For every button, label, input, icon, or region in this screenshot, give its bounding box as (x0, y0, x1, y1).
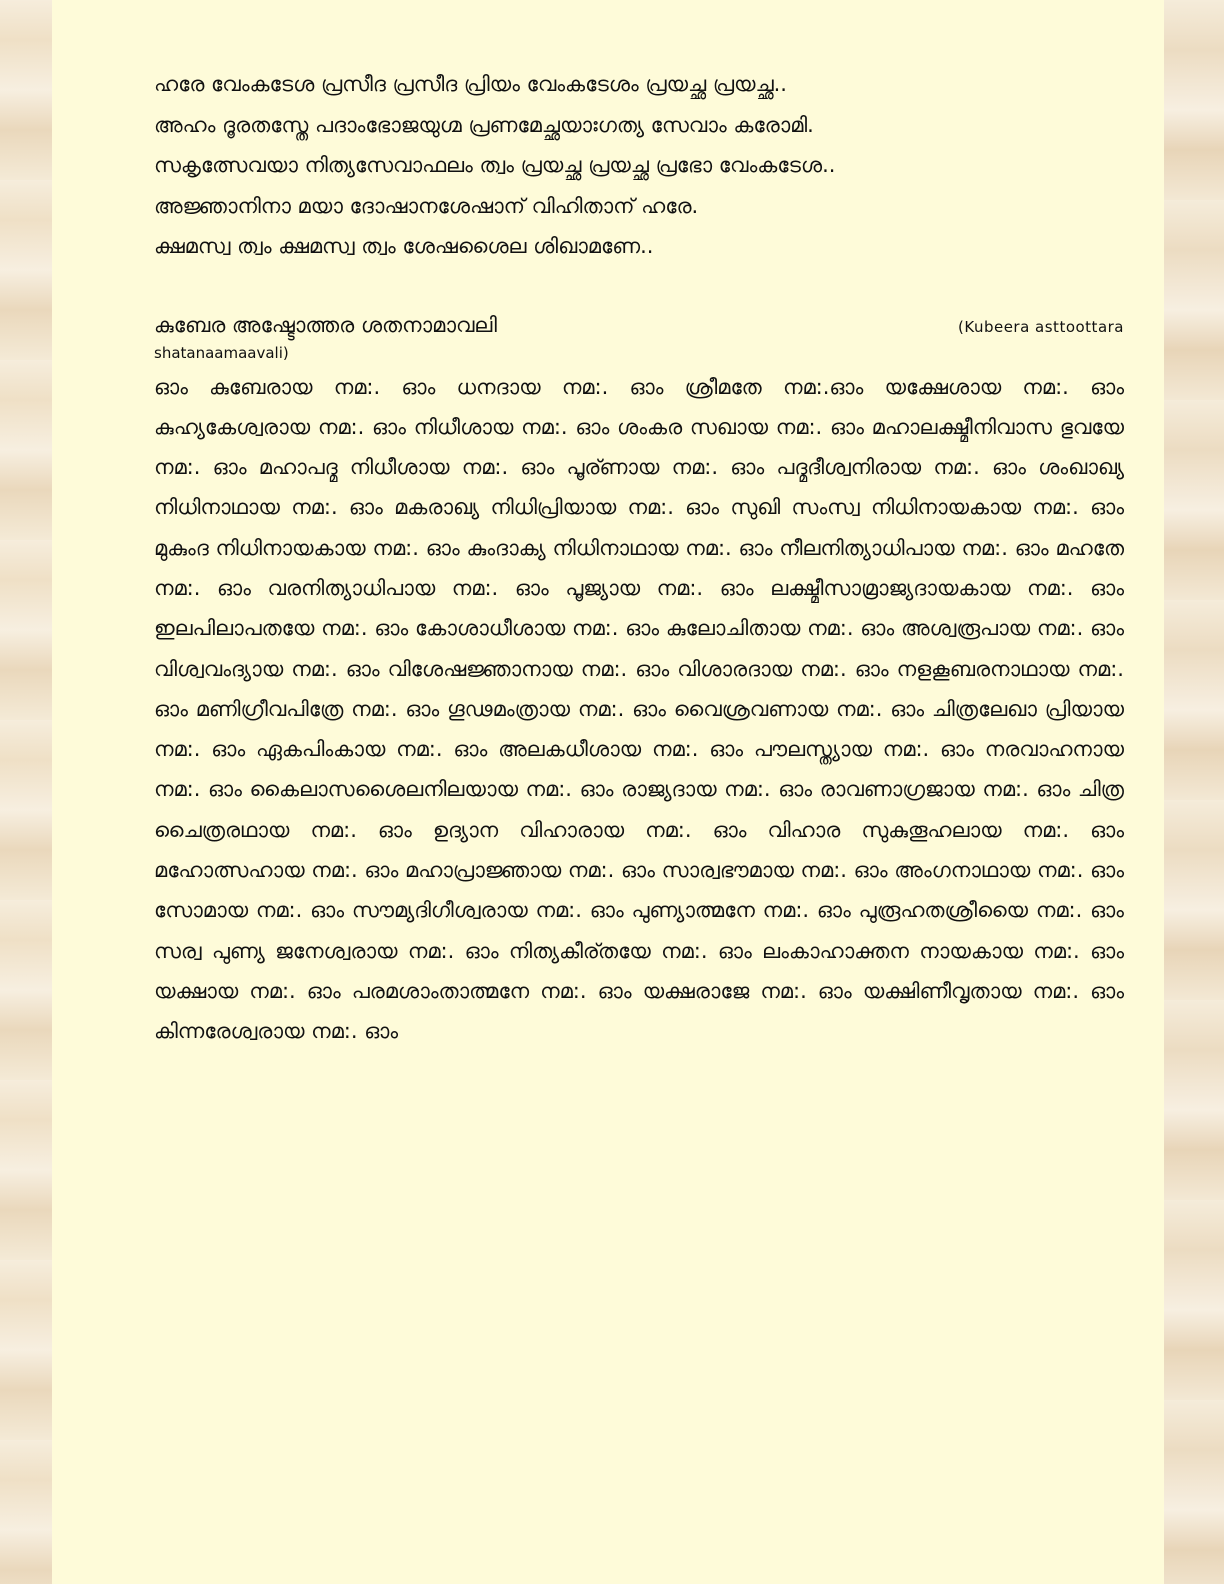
prayer-line: ഹരേ വേംകടേശ പ്രസീദ പ്രസീദ പ്രിയം വേംകടേശം പ്രയച്ഛ പ്രയച്ഛ.. (154, 72, 787, 96)
section-spacer (154, 267, 1124, 305)
prayer-line: ക്ഷമസ്വ ത്വം ക്ഷമസ്വ ത്വം ശേഷശൈല ശിഖാമണേ.. (154, 234, 654, 258)
prayer-verses (154, 64, 1124, 267)
section-title-transliteration-continued: shatanaamaavali) (154, 343, 289, 362)
section-title-transliteration: (Kubeera asttoottara (958, 317, 1124, 336)
right-page-margin (1164, 0, 1224, 1584)
page-content (154, 64, 1124, 1052)
prayer-line: സകൃത്സേവയാ നിത്യസേവാഫലം ത്വം പ്രയച്ഛ പ്രയച്ഛ പ്രഭോ വേംകടേശ.. (154, 153, 836, 177)
section-title: കുബേര അഷ്ടോത്തര ശതനാമാവലി (154, 312, 497, 337)
document-page (52, 0, 1164, 1584)
prayer-line: അഹം ദൂരതസ്തേ പദാംഭോജയുഗ്മ പ്രണമേച്ഛയാഃഗത്യ സേവാം കരോമി. (154, 112, 814, 137)
section-heading (154, 305, 1124, 345)
section-body: ഓം കുബേരായ നമ:. ഓം ധനദായ നമ:. ഓം ശ്രീമതേ നമ:.ഓം യക്ഷേശായ നമ:. ഓം കുഹ്യകേശ്വരായ നമ:. ഓം നിധീശായ നമ:. ഓം ശംകര സഖായ നമ:. ഓം മഹാലക്ഷ്മീനിവാസ ഭുവയേ നമ:. ഓം മഹാപദ്മ നിധീശായ നമ:. ഓം പൂര്ണായ നമ:. ഓം പദ്മദീശ്വനിരായ നമ:. ഓം ശംഖാഖ്യ നിധിനാഥായ നമ:. ഓം മകരാഖ്യ നിധിപ്രിയായ നമ:. ഓം സുഖി സംസ്വ നിധിനായകായ നമ:. ഓം മുകുംദ നിധിനായകായ നമ:. ഓം കുംദാക്യ നിധിനാഥായ നമ:. ഓം നീലനിത്യാധിപായ നമ:. ഓം മഹതേ നമ:. ഓം വരനിത്യാധിപായ നമ:. ഓം പൂജ്യായ നമ:. ഓം ലക്ഷ്മീസാമ്രാജ്യദായകായ നമ:. ഓം ഇലപിലാപതയേ നമ:. ഓം കോശാധീശായ നമ:. ഓം കുലോചിതായ നമ:. ഓം അശ്വരൂപായ നമ:. ഓം വിശ്വവംദ്യായ നമ:. ഓം വിശേഷജ്ഞാനായ നമ:. ഓം വിശാരദായ നമ:. ഓം നളകൂബരനാഥായ നമ:. ഓം മണിഗ്രീവപിത്രേ നമ:. ഓം ഗൂഢമംത്രായ നമ:. ഓം വൈശ്രവണായ നമ:. ഓം ചിത്രലേഖാ പ്രിയായ നമ:. ഓം ഏകപിംകായ നമ:. ഓം അലകധീശായ നമ:. ഓം പൗലസ്ത്യായ നമ:. ഓം നരവാഹനായ നമ:. ഓം കൈലാസശൈലനിലയായ നമ:. ഓം രാജ്യദായ നമ:. ഓം രാവണാഗ്രജായ നമ:. ഓം ചിത്ര ചൈത്രരഥായ നമ:. ഓം ഉദ്യാന വിഹാരായ നമ:. ഓം വിഹാര സുകുതൂഹലായ നമ:. ഓം മഹോത്സഹായ നമ:. ഓം മഹാപ്രാജ്ഞായ നമ:. ഓം സാര്വഭൗമായ നമ:. ഓം അംഗനാഥായ നമ:. ഓം സോമായ നമ:. ഓം സൗമ്യദിഗീശ്വരായ നമ:. ഓം പുണ്യാത്മനേ നമ:. ഓം പുരൂഹതശ്രീയൈ നമ:. ഓം സര്വ പുണ്യ ജനേശ്വരായ നമ:. ഓം നിത്യകീര്തയേ നമ:. ഓം ലംകാഹാക്തന നായകായ നമ:. ഓം യക്ഷായ നമ:. ഓം പരമശാംതാത്മനേ നമ:. ഓം യക്ഷരാജേ നമ:. ഓം യക്ഷിണീവൃതായ നമ:. ഓം കിന്നരേശ്വരായ നമ:. ഓം (154, 374, 1124, 1044)
prayer-line: അജ്ഞാനിനാ മയാ ദോഷാനശേഷാന് വിഹിതാന് ഹരേ. (154, 193, 699, 218)
left-page-margin (0, 0, 52, 1584)
